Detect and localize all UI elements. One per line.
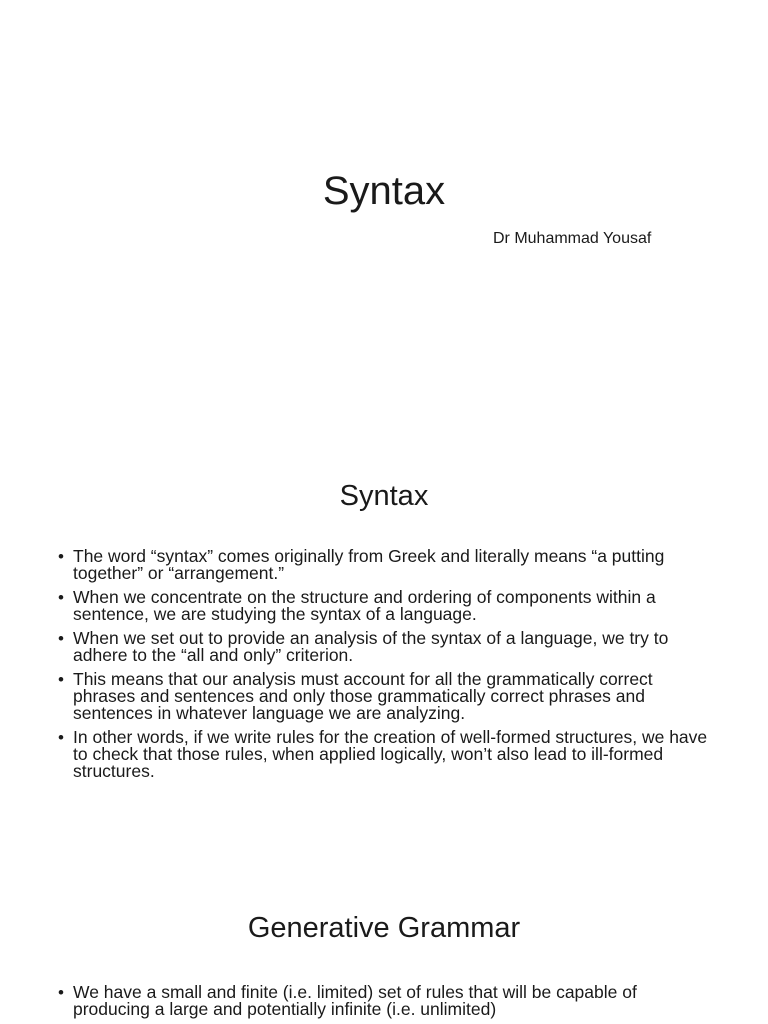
slide-title-page: [0, 0, 768, 432]
bullet-icon: •: [58, 670, 64, 689]
bullet-item: [58, 984, 718, 1018]
bullet-text: When we set out to provide an analysis of the syntax of a language, we try to adhere to the “all and only” criterion.: [73, 628, 669, 665]
bullet-list: [58, 984, 718, 1024]
bullet-item: [58, 729, 718, 780]
slide-generative-grammar: [0, 864, 768, 1024]
bullet-icon: •: [58, 728, 64, 747]
bullet-icon: •: [58, 547, 64, 566]
author-name: Dr Muhammad Yousaf: [493, 230, 652, 247]
bullet-item: [58, 630, 718, 664]
bullet-text: When we concentrate on the structure and ordering of components within a sentence, we are studying the syntax of a language.: [73, 587, 656, 624]
slide-syntax: [0, 432, 768, 864]
bullet-text: We have a small and finite (i.e. limited) set of rules that will be capable of producing a large and potentially infinite (i.e. unlimited): [73, 982, 637, 1019]
bullet-icon: •: [58, 983, 64, 1002]
bullet-icon: •: [58, 588, 64, 607]
bullet-item: [58, 548, 718, 582]
bullet-text: This means that our analysis must account for all the grammatically correct phrases and sentences and only those grammatically correct phrases and sentences in whatever language we are analyzing.: [73, 669, 653, 723]
bullet-icon: •: [58, 629, 64, 648]
bullet-list: [58, 548, 718, 787]
slide-heading: Syntax: [339, 480, 429, 512]
slide-heading: Generative Grammar: [247, 912, 521, 944]
bullet-item: [58, 671, 718, 722]
presentation-title: Syntax: [322, 169, 446, 213]
bullet-item: [58, 589, 718, 623]
bullet-text: The word “syntax” comes originally from Greek and literally means “a putting together” or “arrangement.”: [73, 546, 665, 583]
bullet-text: In other words, if we write rules for the creation of well-formed structures, we have to check that those rules, when applied logically, won’t also lead to ill-formed structures.: [73, 727, 708, 781]
